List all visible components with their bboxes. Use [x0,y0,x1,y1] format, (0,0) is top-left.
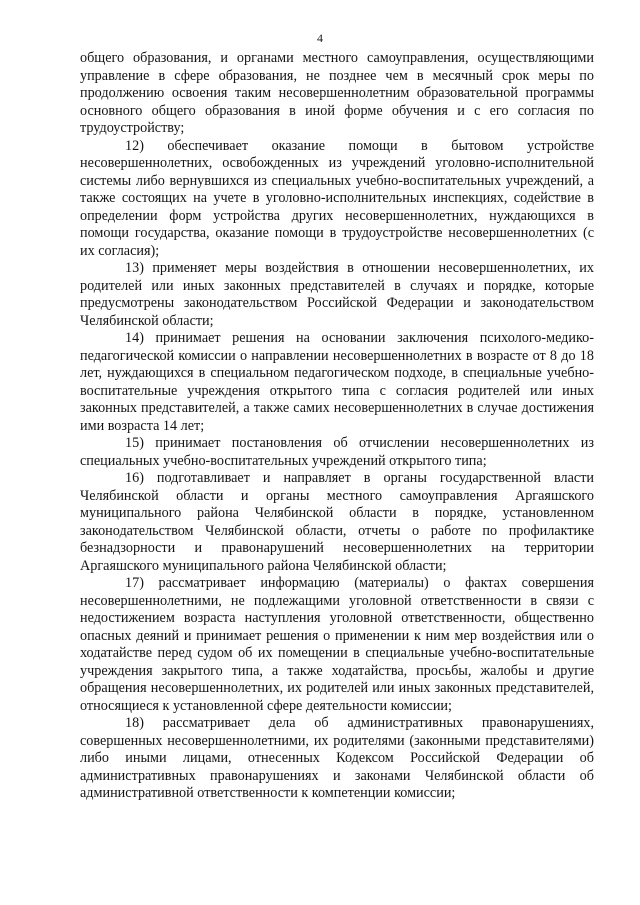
paragraph-continuation: общего образования, и органами местного самоуправления, осуществляющими управление в сфере образования, не позднее чем в месячный срок меры по продолжению освоения таким несовершеннолетним образовательной программы основного общего образования в иной форме обучения и с его согласия по трудоустройству; [80,50,594,136]
document-body [80,50,594,803]
paragraph-item-15: 15) принимает постановления об отчислении несовершеннолетних из специальных учебно-воспитательных учреждений открытого типа; [80,435,594,469]
page-number: 4 [317,31,323,45]
paragraph-item-18: 18) рассматривает дела об административных правонарушениях, совершенных несовершеннолетними, их родителями (законными представителями) либо иными лицами, отнесенных Кодексом Российской Федерации об административных правонарушениях и законами Челябинской области об административной ответственности к компетенции комиссии; [80,715,594,801]
paragraph-item-17: 17) рассматривает информацию (материалы) о фактах совершения несовершеннолетними, не подлежащими уголовной ответственности в связи с недостижением возраста наступления уголовной ответственности, общественно опасных деяний и принимает решения о применении к ним мер воздействия или о ходатайстве перед судом об их помещении в специальные учебно-воспитательные учреждения закрытого типа, а также ходатайства, просьбы, жалобы и другие обращения несовершеннолетних, их родителей или иных законных представителей, относящиеся к установленной сфере деятельности комиссии; [80,575,594,714]
paragraph-item-12: 12) обеспечивает оказание помощи в бытовом устройстве несовершеннолетних, освобожденных из учреждений уголовно-исполнительной системы либо вернувшихся из специальных учебно-воспитательных учреждений, а также состоящих на учете в уголовно-исполнительных инспекциях, содействие в определении форм устройства других несовершеннолетних, нуждающихся в помощи государства, оказание помощи в трудоустройстве несовершеннолетних (с их согласия); [80,137,594,259]
paragraph-item-13: 13) применяет меры воздействия в отношении несовершеннолетних, их родителей или иных законных представителей в случаях и порядке, которые предусмотрены законодательством Российской Федерации и законодательством Челябинской области; [80,260,594,329]
paragraph-item-14: 14) принимает решения на основании заключения психолого-медико-педагогической комиссии о направлении несовершеннолетних в возрасте от 8 до 18 лет, нуждающихся в специальном педагогическом подходе, в специальные учебно-воспитательные учреждения открытого типа с согласия родителей или иных законных представителей, а также самих несовершеннолетних в случае достижения ими возраста 14 лет; [80,330,594,434]
paragraph-item-16: 16) подготавливает и направляет в органы государственной власти Челябинской области и органы местного самоуправления Аргаяшского муниципального района Челябинской области в порядке, установленном законодательством Челябинской области, отчеты о работе по профилактике безнадзорности и правонарушений несовершеннолетних на территории Аргаяшского муниципального района Челябинской области; [80,470,594,574]
